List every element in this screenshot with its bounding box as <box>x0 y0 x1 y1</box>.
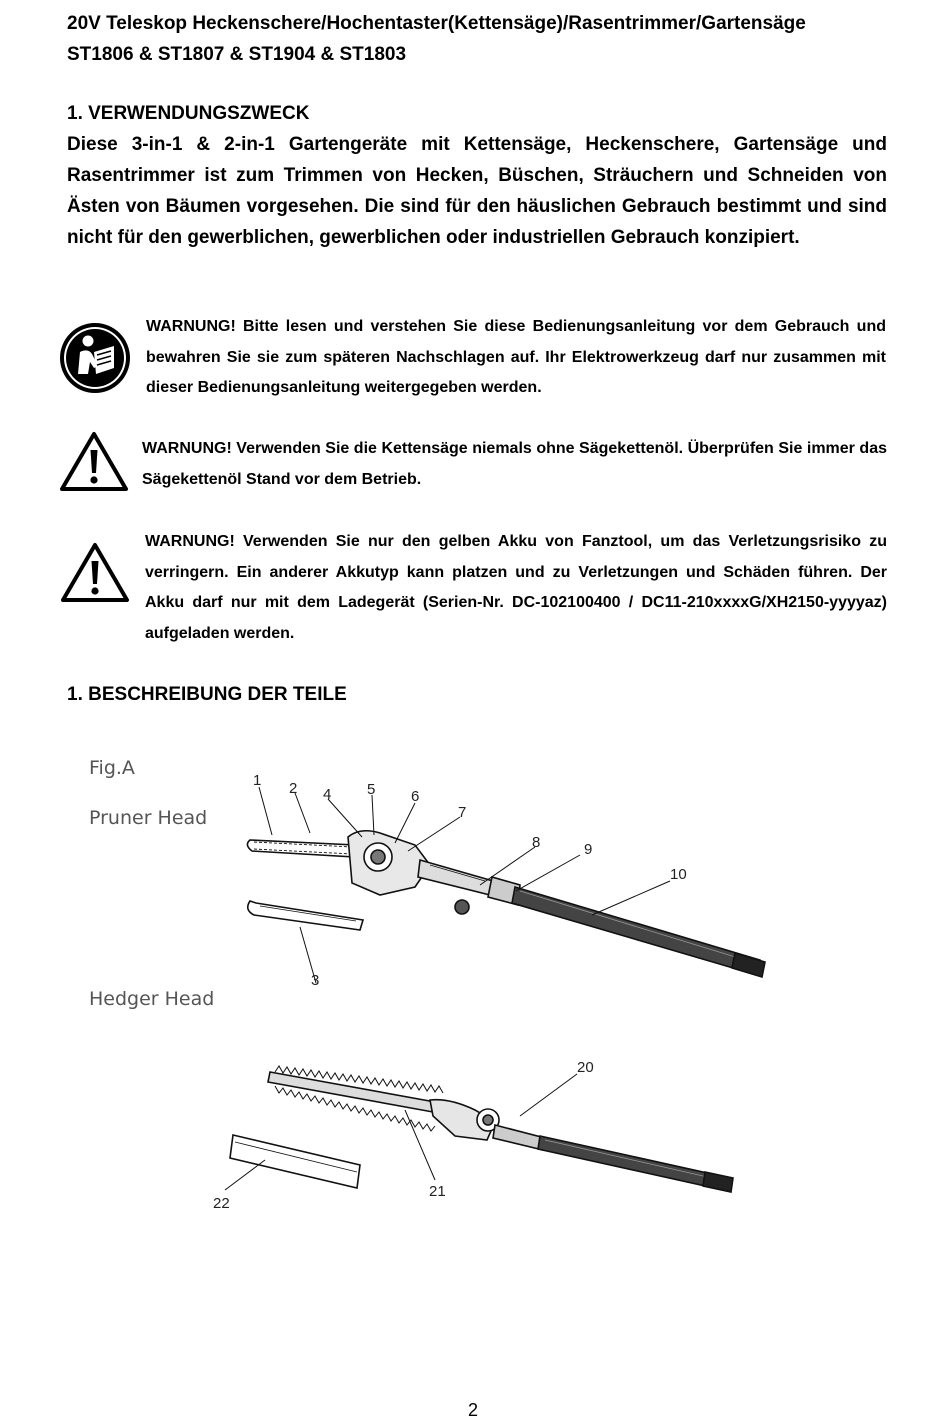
part-number-3: 3 <box>311 972 320 989</box>
section-heading-purpose: 1. VERWENDUNGSZWECK <box>67 103 310 124</box>
chain-bar <box>247 840 355 857</box>
part-number-1: 1 <box>253 772 262 789</box>
chain-guard <box>248 901 363 930</box>
title-line-1: 20V Teleskop Heckenschere/Hochentaster(Kettensäge)/Rasentrimmer/Gartensäge <box>67 13 806 34</box>
title-line-2: ST1806 & ST1807 & ST1904 & ST1803 <box>67 44 407 65</box>
part-number-6: 6 <box>411 788 420 805</box>
part-number-20: 20 <box>577 1059 594 1076</box>
warning-triangle-icon <box>60 541 130 603</box>
part-number-2: 2 <box>289 780 298 797</box>
purpose-paragraph: Diese 3-in-1 & 2-in-1 Gartengeräte mit Kettensäge, Heckenschere, Gartensäge und Rasentrimmer ist zum Trimmen von Hecken, Büschen, Sträuchern und Schneiden von Ästen von Bäumen vorgesehen. Die sind für den häuslichen Gebrauch bestimmt und sind nicht für den gewerblichen, gewerblichen oder industriellen Gebrauch konzipiert. <box>67 134 887 248</box>
warning-battery: WARNUNG! Verwenden Sie nur den gelben Akku von Fanztool, um das Verletzungsrisiko zu verringern. Ein anderer Akkutyp kann platzen und zu Verletzungen und Schäden führen. Der Akku darf nur mit dem Ladegerät (Serien-Nr. DC-102100400 / DC11-210xxxxG/XH2150-yyyyaz) aufgeladen werden. <box>145 533 887 642</box>
hedger-head-diagram <box>205 1050 755 1220</box>
warning-read-manual: WARNUNG! Bitte lesen und verstehen Sie diese Bedienungsanleitung vor dem Gebrauch und bewahren Sie sie zum späteren Nachschlagen auf. Ihr Elektrowerkzeug darf nur zusammen mit dieser Bedienungsanleitung weitergegeben werden. <box>146 318 886 396</box>
part-number-8: 8 <box>532 834 541 851</box>
pruner-head-diagram <box>230 765 790 995</box>
read-manual-icon <box>58 322 132 394</box>
part-number-4: 4 <box>323 786 332 803</box>
page-number: 2 <box>468 1400 479 1420</box>
hedger-head-label: Hedger Head <box>89 988 215 1010</box>
part-number-21: 21 <box>429 1183 446 1200</box>
part-number-22: 22 <box>213 1195 230 1212</box>
warning-chain-oil: WARNUNG! Verwenden Sie die Kettensäge niemals ohne Sägekettenöl. Überprüfen Sie immer das Sägekettenöl Stand vor dem Betrieb. <box>142 440 887 488</box>
part-number-9: 9 <box>584 841 593 858</box>
part-number-10: 10 <box>670 866 687 883</box>
hedger-tube <box>538 1136 730 1191</box>
section-heading-parts: 1. BESCHREIBUNG DER TEILE <box>67 684 347 705</box>
part-number-5: 5 <box>367 781 376 798</box>
part-number-7: 7 <box>458 804 467 821</box>
document-title <box>67 8 907 70</box>
pruner-head-label: Pruner Head <box>89 807 208 829</box>
warning-triangle-icon <box>59 430 129 492</box>
figure-label: Fig.A <box>89 757 135 779</box>
blade-cover <box>230 1135 360 1188</box>
hedger-blade <box>268 1072 435 1112</box>
